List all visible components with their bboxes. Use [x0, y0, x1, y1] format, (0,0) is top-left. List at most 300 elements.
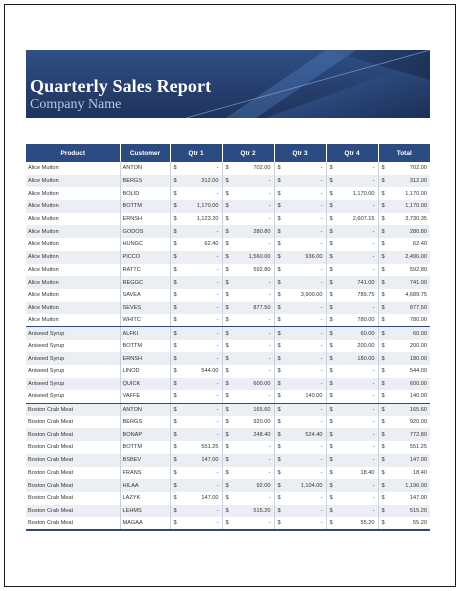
amount-value: -: [320, 190, 323, 197]
q4-cell: [326, 340, 378, 353]
currency-symbol: $: [381, 469, 385, 476]
table-row[interactable]: [26, 479, 430, 492]
currency-symbol: $: [173, 342, 177, 349]
q2-cell: [222, 264, 274, 277]
total-cell: [378, 352, 430, 365]
amount-value: -: [216, 355, 219, 362]
q3-cell: [274, 365, 326, 378]
table-row[interactable]: [26, 467, 430, 480]
q3-cell: [274, 276, 326, 289]
amount-value: -: [268, 190, 271, 197]
column-header-qtr3[interactable]: Qtr 3: [274, 144, 326, 162]
currency-symbol: $: [381, 482, 385, 489]
currency-symbol: $: [381, 507, 385, 514]
amount-value: 140.00: [305, 393, 323, 400]
table-row[interactable]: [26, 213, 430, 226]
amount-value: -: [268, 457, 271, 464]
customer-cell: ERNSH: [120, 213, 170, 226]
currency-symbol: $: [173, 457, 177, 464]
q1-cell: [170, 467, 222, 480]
table-row[interactable]: [26, 505, 430, 518]
amount-value: -: [372, 178, 375, 185]
table-row[interactable]: [26, 200, 430, 213]
currency-symbol: $: [225, 368, 229, 375]
amount-value: 147.00: [409, 457, 427, 464]
q3-cell: [274, 416, 326, 429]
amount-value: -: [268, 368, 271, 375]
amount-value: -: [320, 279, 323, 286]
q3-cell: [274, 175, 326, 188]
total-cell: [378, 492, 430, 505]
product-cell: Alice Mutton: [26, 200, 120, 213]
currency-symbol: $: [277, 457, 281, 464]
currency-symbol: $: [173, 495, 177, 502]
currency-symbol: $: [173, 317, 177, 324]
q1-cell: [170, 454, 222, 467]
amount-value: -: [372, 431, 375, 438]
amount-value: -: [268, 330, 271, 337]
amount-value: 62.40: [204, 241, 219, 248]
product-cell: Boston Crab Meat: [26, 428, 120, 441]
company-name: Company Name: [30, 97, 122, 112]
currency-symbol: $: [381, 444, 385, 451]
currency-symbol: $: [381, 178, 385, 185]
amount-value: -: [216, 406, 219, 413]
q1-cell: [170, 302, 222, 315]
amount-value: 702.00: [253, 165, 271, 172]
amount-value: -: [216, 228, 219, 235]
amount-value: 147.00: [201, 457, 219, 464]
q2-cell: [222, 238, 274, 251]
q2-cell: [222, 428, 274, 441]
currency-symbol: $: [381, 457, 385, 464]
table-row[interactable]: [26, 416, 430, 429]
currency-symbol: $: [381, 254, 385, 261]
q2-cell: [222, 225, 274, 238]
amount-value: -: [268, 279, 271, 286]
product-cell: Alice Mutton: [26, 302, 120, 315]
amount-value: -: [216, 266, 219, 273]
q3-cell: [274, 289, 326, 302]
currency-symbol: $: [381, 520, 385, 527]
total-cell: [378, 454, 430, 467]
customer-cell: SEVES: [120, 302, 170, 315]
amount-value: 312.00: [409, 178, 427, 185]
currency-symbol: $: [381, 393, 385, 400]
column-header-customer[interactable]: Customer: [120, 144, 170, 162]
column-header-product[interactable]: Product: [26, 144, 120, 162]
currency-symbol: $: [277, 216, 281, 223]
q2-cell: [222, 327, 274, 340]
currency-symbol: $: [225, 342, 229, 349]
amount-value: 147.00: [409, 495, 427, 502]
customer-cell: PICCO: [120, 251, 170, 264]
amount-value: 55.20: [413, 520, 427, 527]
customer-cell: QUICK: [120, 378, 170, 391]
currency-symbol: $: [329, 507, 333, 514]
table-row[interactable]: [26, 314, 430, 327]
amount-value: -: [320, 304, 323, 311]
amount-value: -: [372, 406, 375, 413]
q2-cell: [222, 403, 274, 416]
currency-symbol: $: [173, 469, 177, 476]
q2-cell: [222, 314, 274, 327]
amount-value: -: [216, 381, 219, 388]
table-row[interactable]: [26, 187, 430, 200]
currency-symbol: $: [173, 482, 177, 489]
table-row[interactable]: [26, 175, 430, 188]
table-row[interactable]: [26, 302, 430, 315]
amount-value: -: [320, 381, 323, 388]
currency-symbol: $: [225, 431, 229, 438]
table-row[interactable]: [26, 492, 430, 505]
currency-symbol: $: [329, 203, 333, 210]
currency-symbol: $: [225, 393, 229, 400]
column-header-total[interactable]: Total: [378, 144, 430, 162]
amount-value: -: [372, 203, 375, 210]
currency-symbol: $: [225, 520, 229, 527]
amount-value: -: [320, 228, 323, 235]
currency-symbol: $: [381, 317, 385, 324]
amount-value: -: [268, 241, 271, 248]
column-header-qtr2[interactable]: Qtr 2: [222, 144, 274, 162]
q4-cell: [326, 454, 378, 467]
q2-cell: [222, 213, 274, 226]
amount-value: -: [268, 469, 271, 476]
amount-value: 780.00: [409, 317, 427, 324]
product-cell: Aniseed Syrup: [26, 327, 120, 340]
q4-cell: [326, 441, 378, 454]
q2-cell: [222, 340, 274, 353]
product-cell: Alice Mutton: [26, 162, 120, 175]
table-row[interactable]: [26, 264, 430, 277]
q3-cell: [274, 378, 326, 391]
currency-symbol: $: [277, 241, 281, 248]
currency-symbol: $: [277, 495, 281, 502]
amount-value: 772.80: [409, 431, 427, 438]
amount-value: -: [216, 330, 219, 337]
customer-cell: WHITC: [120, 314, 170, 327]
amount-value: 1,170.00: [405, 203, 427, 210]
q2-cell: [222, 390, 274, 403]
q2-cell: [222, 441, 274, 454]
amount-value: -: [372, 381, 375, 388]
amount-value: -: [268, 292, 271, 299]
table-row[interactable]: [26, 441, 430, 454]
amount-value: 165.60: [253, 406, 271, 413]
q2-cell: [222, 505, 274, 518]
q2-cell: [222, 276, 274, 289]
q4-cell: [326, 187, 378, 200]
q2-cell: [222, 352, 274, 365]
table-row[interactable]: [26, 352, 430, 365]
total-cell: [378, 276, 430, 289]
amount-value: -: [320, 469, 323, 476]
amount-value: 551.25: [201, 444, 219, 451]
amount-value: 18.40: [413, 469, 427, 476]
currency-symbol: $: [329, 393, 333, 400]
table-row[interactable]: [26, 378, 430, 391]
amount-value: -: [320, 368, 323, 375]
currency-symbol: $: [329, 330, 333, 337]
currency-symbol: $: [277, 254, 281, 261]
q1-cell: [170, 187, 222, 200]
amount-value: 592.80: [409, 266, 427, 273]
amount-value: 92.00: [256, 482, 271, 489]
amount-value: 1,560.00: [248, 254, 271, 261]
q2-cell: [222, 416, 274, 429]
amount-value: -: [372, 393, 375, 400]
amount-value: -: [320, 330, 323, 337]
amount-value: -: [320, 419, 323, 426]
customer-cell: ANTON: [120, 403, 170, 416]
q3-cell: [274, 340, 326, 353]
q2-cell: [222, 365, 274, 378]
q1-cell: [170, 517, 222, 530]
customer-cell: MAGAA: [120, 517, 170, 530]
table-row[interactable]: [26, 225, 430, 238]
amount-value: 877.50: [409, 304, 427, 311]
currency-symbol: $: [381, 279, 385, 286]
table-row[interactable]: [26, 454, 430, 467]
q4-cell: [326, 302, 378, 315]
currency-symbol: $: [277, 520, 281, 527]
total-cell: [378, 264, 430, 277]
currency-symbol: $: [329, 228, 333, 235]
table-row[interactable]: [26, 251, 430, 264]
product-cell: Alice Mutton: [26, 238, 120, 251]
table-row[interactable]: [26, 276, 430, 289]
currency-symbol: $: [277, 330, 281, 337]
currency-symbol: $: [277, 165, 281, 172]
product-cell: Aniseed Syrup: [26, 340, 120, 353]
amount-value: 280.80: [253, 228, 271, 235]
table-row[interactable]: [26, 340, 430, 353]
total-cell: [378, 378, 430, 391]
total-cell: [378, 175, 430, 188]
q1-cell: [170, 365, 222, 378]
q4-cell: [326, 390, 378, 403]
column-header-qtr4[interactable]: Qtr 4: [326, 144, 378, 162]
amount-value: -: [372, 368, 375, 375]
q1-cell: [170, 479, 222, 492]
amount-value: 248.40: [253, 431, 271, 438]
q1-cell: [170, 225, 222, 238]
currency-symbol: $: [329, 317, 333, 324]
amount-value: -: [268, 444, 271, 451]
total-cell: [378, 416, 430, 429]
q4-cell: [326, 200, 378, 213]
q3-cell: [274, 162, 326, 175]
currency-symbol: $: [277, 228, 281, 235]
q3-cell: [274, 352, 326, 365]
total-cell: [378, 289, 430, 302]
q4-cell: [326, 479, 378, 492]
currency-symbol: $: [329, 444, 333, 451]
table-row[interactable]: [26, 289, 430, 302]
q2-cell: [222, 187, 274, 200]
amount-value: 62.40: [413, 241, 427, 248]
amount-value: -: [372, 507, 375, 514]
currency-symbol: $: [225, 241, 229, 248]
currency-symbol: $: [277, 444, 281, 451]
q4-cell: [326, 352, 378, 365]
currency-symbol: $: [173, 368, 177, 375]
currency-symbol: $: [381, 266, 385, 273]
q1-cell: [170, 314, 222, 327]
q2-cell: [222, 378, 274, 391]
currency-symbol: $: [277, 292, 281, 299]
table-body: [26, 162, 430, 530]
total-cell: [378, 428, 430, 441]
amount-value: -: [268, 495, 271, 502]
currency-symbol: $: [225, 292, 229, 299]
currency-symbol: $: [225, 266, 229, 273]
customer-cell: BSBEV: [120, 454, 170, 467]
currency-symbol: $: [329, 406, 333, 413]
amount-value: 1,170.00: [405, 190, 427, 197]
currency-symbol: $: [225, 178, 229, 185]
product-cell: Alice Mutton: [26, 225, 120, 238]
q3-cell: [274, 264, 326, 277]
currency-symbol: $: [381, 355, 385, 362]
amount-value: -: [320, 241, 323, 248]
amount-value: -: [320, 355, 323, 362]
amount-value: 1,170.00: [196, 203, 219, 210]
currency-symbol: $: [225, 279, 229, 286]
amount-value: 592.80: [253, 266, 271, 273]
currency-symbol: $: [329, 241, 333, 248]
total-cell: [378, 479, 430, 492]
amount-value: 920.00: [253, 419, 271, 426]
column-header-qtr1[interactable]: Qtr 1: [170, 144, 222, 162]
amount-value: -: [372, 241, 375, 248]
table-row[interactable]: [26, 365, 430, 378]
currency-symbol: $: [277, 266, 281, 273]
currency-symbol: $: [225, 406, 229, 413]
sales-table-container: [26, 144, 430, 531]
amount-value: 3,900.00: [300, 292, 323, 299]
table-row[interactable]: [26, 517, 430, 530]
q4-cell: [326, 492, 378, 505]
table-row[interactable]: [26, 162, 430, 175]
q1-cell: [170, 276, 222, 289]
currency-symbol: $: [277, 419, 281, 426]
currency-symbol: $: [277, 393, 281, 400]
currency-symbol: $: [381, 406, 385, 413]
q4-cell: [326, 264, 378, 277]
q4-cell: [326, 238, 378, 251]
amount-value: 1,123.20: [196, 216, 219, 223]
q2-cell: [222, 175, 274, 188]
amount-value: -: [320, 444, 323, 451]
currency-symbol: $: [277, 431, 281, 438]
q4-cell: [326, 365, 378, 378]
product-cell: Aniseed Syrup: [26, 378, 120, 391]
amount-value: -: [268, 342, 271, 349]
currency-symbol: $: [173, 444, 177, 451]
amount-value: 877.50: [253, 304, 271, 311]
amount-value: -: [216, 317, 219, 324]
currency-symbol: $: [277, 178, 281, 185]
customer-cell: HUNGC: [120, 238, 170, 251]
q2-cell: [222, 162, 274, 175]
currency-symbol: $: [173, 520, 177, 527]
table-row[interactable]: [26, 327, 430, 340]
table-row[interactable]: [26, 428, 430, 441]
product-cell: Alice Mutton: [26, 289, 120, 302]
currency-symbol: $: [277, 203, 281, 210]
q4-cell: [326, 428, 378, 441]
currency-symbol: $: [381, 368, 385, 375]
amount-value: -: [320, 495, 323, 502]
product-cell: Alice Mutton: [26, 175, 120, 188]
table-row[interactable]: [26, 238, 430, 251]
q2-cell: [222, 251, 274, 264]
currency-symbol: $: [225, 457, 229, 464]
total-cell: [378, 505, 430, 518]
currency-symbol: $: [381, 203, 385, 210]
table-row[interactable]: [26, 403, 430, 416]
q4-cell: [326, 378, 378, 391]
amount-value: -: [268, 203, 271, 210]
currency-symbol: $: [329, 457, 333, 464]
currency-symbol: $: [173, 292, 177, 299]
q4-cell: [326, 276, 378, 289]
amount-value: 780.00: [357, 317, 375, 324]
q3-cell: [274, 517, 326, 530]
currency-symbol: $: [173, 178, 177, 185]
product-cell: Alice Mutton: [26, 264, 120, 277]
currency-symbol: $: [329, 266, 333, 273]
q4-cell: [326, 213, 378, 226]
currency-symbol: $: [329, 355, 333, 362]
amount-value: 600.00: [409, 381, 427, 388]
amount-value: 3,730.35: [405, 216, 427, 223]
currency-symbol: $: [329, 178, 333, 185]
currency-symbol: $: [225, 495, 229, 502]
amount-value: 524.40: [305, 431, 323, 438]
currency-symbol: $: [225, 216, 229, 223]
total-cell: [378, 162, 430, 175]
currency-symbol: $: [277, 190, 281, 197]
currency-symbol: $: [173, 419, 177, 426]
customer-cell: HILAA: [120, 479, 170, 492]
amount-value: -: [320, 457, 323, 464]
amount-value: 147.00: [201, 495, 219, 502]
currency-symbol: $: [225, 507, 229, 514]
currency-symbol: $: [329, 165, 333, 172]
q4-cell: [326, 175, 378, 188]
amount-value: -: [216, 292, 219, 299]
amount-value: 180.00: [357, 355, 375, 362]
q2-cell: [222, 302, 274, 315]
product-cell: Aniseed Syrup: [26, 352, 120, 365]
amount-value: 18.40: [360, 469, 375, 476]
amount-value: 702.00: [409, 165, 427, 172]
amount-value: -: [320, 266, 323, 273]
q1-cell: [170, 428, 222, 441]
q2-cell: [222, 200, 274, 213]
total-cell: [378, 314, 430, 327]
currency-symbol: $: [381, 495, 385, 502]
amount-value: -: [320, 520, 323, 527]
amount-value: 741.00: [357, 279, 375, 286]
currency-symbol: $: [329, 190, 333, 197]
table-row[interactable]: [26, 390, 430, 403]
amount-value: 55.20: [360, 520, 375, 527]
currency-symbol: $: [381, 419, 385, 426]
